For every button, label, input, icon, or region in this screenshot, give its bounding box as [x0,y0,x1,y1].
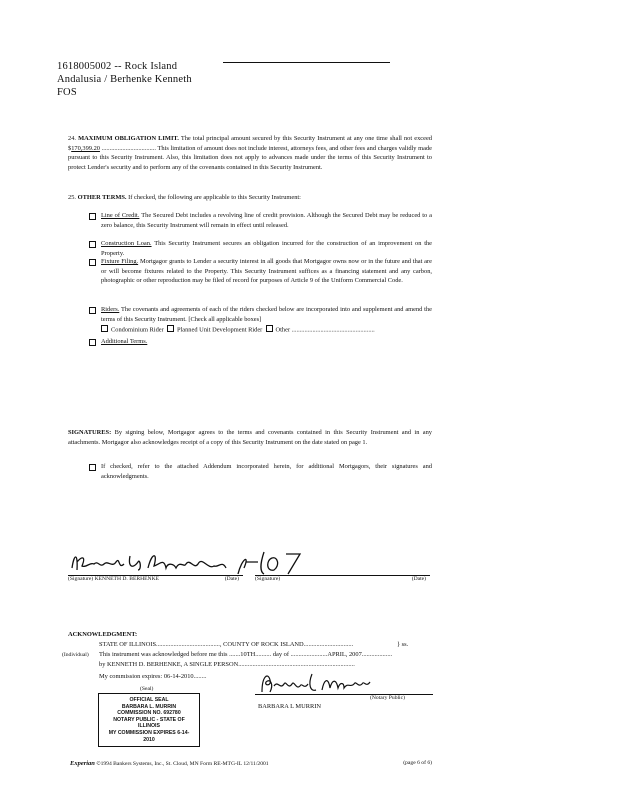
section-25-heading [68,193,432,203]
notary-signature [258,670,373,696]
footer-text: ©1994 Bankers Systems, Inc., St. Cloud, MN Form RE-MTG-IL 12/11/2001 [96,761,269,767]
addendum-option [101,462,432,481]
ack-venue: STATE OF ILLINOIS........................................, COUNTY OF ROCK ISLAND............................... } ss. [99,641,409,648]
ack-county: ROCK ISLAND [260,641,304,648]
signature-label-2: (Signature) [255,576,281,582]
term-text: The Secured Debt includes a revolving line of credit provision. Although the Secured Debt may be reduced to a zero balance, this Security Instrument will remain in effect until released. [101,212,432,229]
section-24-number: 24. [68,135,76,142]
stamp-line: COMMISSION NO. 692780 [117,710,181,717]
commission-label: My commission expires: [99,673,163,680]
signatures-section [68,428,432,447]
section-24-title: MAXIMUM OBLIGATION LIMIT. [78,135,179,142]
borrower-signature-caption [68,576,243,583]
term-additional [101,337,301,347]
section-25-title: OTHER TERMS. [77,194,127,201]
ack-county-label: COUNTY OF [223,641,260,648]
official-seal-stamp [98,693,200,747]
addendum-text: If checked, refer to the attached Addendum incorporated herein, for additional Mortgagors, their signatures and acknowledgments. [101,463,432,480]
term-construction-loan [101,239,432,258]
section-25-intro: If checked, the following are applicable to this Security Instrument: [128,194,301,201]
addendum-checkbox[interactable] [89,464,96,471]
fixture-filing-checkbox[interactable] [89,259,96,266]
line-of-credit-checkbox[interactable] [89,213,96,220]
individual-label: (Individual) [62,652,89,658]
max-obligation-amount: 170,399.20 [71,144,100,152]
seal-label: (Seal) [140,686,154,692]
signatures-text: By signing below, Mortgagor agrees to the terms and covenants contained in this Security Instrument and in any attachments. Mortgagor also acknowledges receipt of a copy of this Security Instrument on the date stated on page 1. [68,429,432,446]
borrower-signature [68,548,318,576]
term-fixture-filing [101,257,432,286]
ack-month: APRIL, 2007 [327,651,362,658]
stamp-line: MY COMMISSION EXPIRES 6-14-2010 [108,729,190,743]
page-number: (page 6 of 6) [403,760,432,766]
term-title: Riders. [101,306,120,313]
notary-name: BARBARA L MURRIN [258,703,321,710]
ack-dayof: day of [272,651,289,658]
ack-ss: } ss. [397,641,409,648]
condominium-rider-checkbox[interactable] [101,325,108,332]
ack-day: 10TH [240,651,256,658]
ack-line-1: This instrument was acknowledged before me this .......10TH.......... day of .......................APRIL, 2007................... [99,651,393,658]
term-title: Fixture Filing. [101,258,139,265]
other-rider-label: Other [275,326,291,334]
date-label-2: (Date) [411,576,426,582]
stamp-line: BARBARA L. MURRIN [121,703,177,710]
header-borrower: Andalusia / Berhenke Kenneth [57,74,192,85]
header-rule [223,62,390,63]
additional-terms-label: Additional Terms. [101,338,148,345]
term-line-of-credit [101,211,432,230]
term-text: This Security Instrument secures an obligation incurred for the construction of an improvement on the Property. [101,240,432,257]
term-text: Mortgagor grants to Lender a security interest in all goods that Mortgagor owns now or in the future and that are or will become fixtures related to the Property. This Security Instrument suffices as a financing statement and any carbon, photographic or other reproduction may be filed of record for purposes of Article 9 of the Uniform Commercial Code. [101,258,432,285]
footer-logo: Experian [70,760,95,767]
term-title: Line of Credit. [101,212,140,219]
section-24: 24. MAXIMUM OBLIGATION LIMIT. The total principal amount secured by this Security Instrument at any one time shall not exceed $170,399.20 .................................. This limitation of amount does not include interest, attorneys fees, and other fees and charges validly made pursuant to this Security Instrument. Also, this limitation does not apply to advances made under the terms of this Security Instrument to protect Lender's security and to perform any of the covenants contained in this Security Instrument. [68,135,432,171]
header-code: FOS [57,87,77,98]
stamp-line: OFFICIAL SEAL [129,697,169,703]
signer-name: KENNETH D. BERHENKE [94,576,160,582]
pud-rider-label: Planned Unit Development Rider [176,326,263,334]
signature-label: (Signature) [68,576,94,582]
co-signature-caption [255,576,430,583]
rider-options: Condominium Rider Planned Unit Development Rider Other .................................................... [101,325,432,335]
ack-commission: My commission expires: 06-14-2010........ [99,673,207,680]
term-title: Construction Loan. [101,240,152,247]
ack-state: STATE OF ILLINOIS [99,641,156,648]
header-loan-number: 1618005002 -- Rock Island [57,61,178,72]
stamp-line: NOTARY PUBLIC - STATE OF ILLINOIS [113,716,185,730]
pud-rider-checkbox[interactable] [167,325,174,332]
section-25-number: 25. [68,194,76,201]
riders-checkbox[interactable] [89,307,96,314]
ack-by: by [99,661,106,668]
term-text: The covenants and agreements of each of the riders checked below are incorporated into and supplement and amend the terms of this Security Instrument. [Check all applicable boxes] [101,306,432,323]
acknowledgment-title: ACKNOWLEDGMENT: [68,631,138,638]
footer [70,760,432,768]
other-rider-checkbox[interactable] [266,325,273,332]
document-header [57,60,192,99]
term-riders [101,305,432,324]
notary-public-label: (Notary Public) [370,695,405,701]
signatures-title: SIGNATURES: [68,429,112,436]
section-24-text: The total principal amount secured by this Security Instrument at any one time shall not exceed $ [68,135,432,152]
notary-signature-line [255,694,433,695]
ack-text: This instrument was acknowledged before me this [99,651,228,658]
date-label: (Date) [224,576,239,582]
construction-loan-checkbox[interactable] [89,241,96,248]
section-24-text-2: This limitation of amount does not include interest, attorneys fees, and other fees and charges validly made pursuant to this Security Instrument. Also, this limitation does not apply to advances made under the terms of this Security Instrument to protect Lender's security and to perform any of the covenants contained in this Security Instrument. [68,144,432,171]
additional-terms-checkbox[interactable] [89,339,96,346]
ack-person: KENNETH D. BERHENKE, A SINGLE PERSON [107,661,239,668]
condominium-rider-label: Condominium Rider [111,326,164,334]
ack-line-2: by KENNETH D. BERHENKE, A SINGLE PERSON......................................................................... [99,661,355,668]
commission-expires: 06-14-2010 [163,673,194,680]
